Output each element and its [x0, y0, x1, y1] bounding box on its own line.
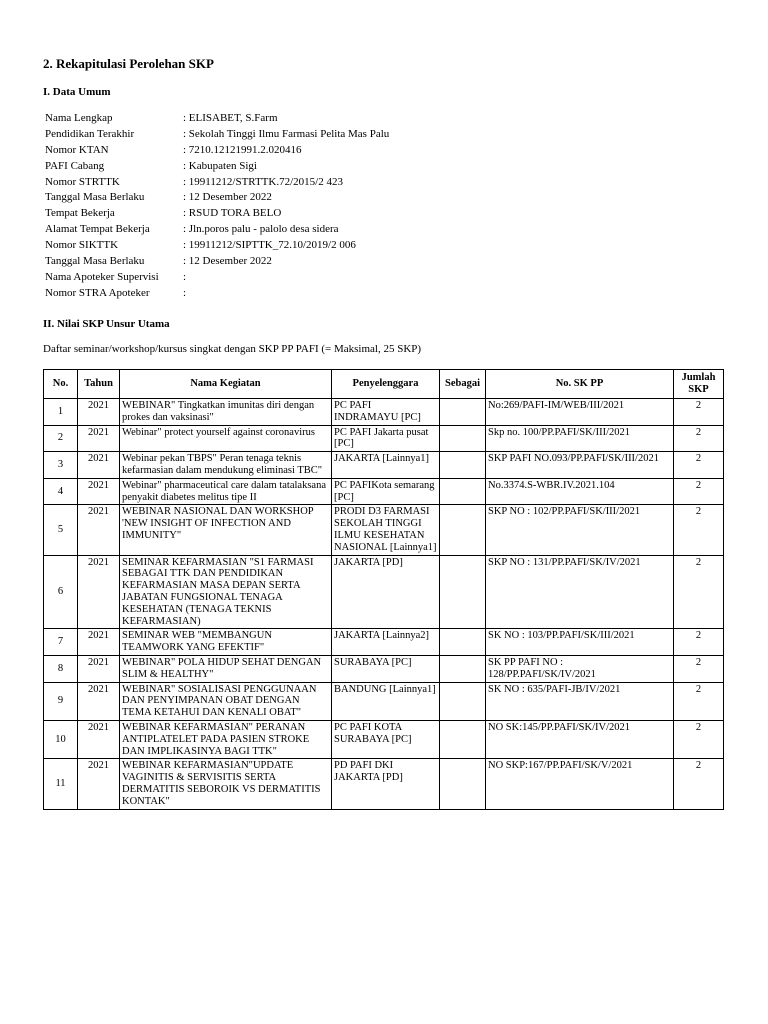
- data-umum-label: Alamat Tempat Bekerja: [45, 223, 150, 236]
- cell-jumlah-skp: 2: [674, 505, 724, 555]
- data-umum-label: PAFI Cabang: [45, 159, 105, 172]
- cell-no-sk-pp: SKP PAFI NO.093/PP.PAFI/SK/III/2021: [486, 452, 674, 479]
- cell-sebagai: [440, 682, 486, 720]
- data-umum-row: [45, 270, 389, 286]
- table-row: [44, 452, 724, 479]
- data-umum-value: : 19911212/SIPTTK_72.10/2019/2 006: [183, 239, 356, 252]
- data-umum-row: [45, 159, 389, 175]
- col-header-no-sk-pp: No. SK PP: [486, 370, 674, 399]
- col-header-no: No.: [44, 370, 78, 399]
- data-umum-label: Nomor STRA Apoteker: [45, 286, 150, 299]
- data-umum-label: Pendidikan Terakhir: [45, 127, 135, 140]
- data-umum-row: [45, 127, 389, 143]
- cell-no: 1: [44, 399, 78, 426]
- cell-tahun: 2021: [78, 399, 120, 426]
- cell-penyelenggara: PC PAFIKota semarang [PC]: [332, 478, 440, 505]
- cell-nama-kegiatan: SEMINAR KEFARMASIAN "S1 FARMASI SEBAGAI TTK DAN PENDIDIKAN KEFARMASIAN MASA DEPAN SERTA JABATAN FUNGSIONAL TENAGA KESEHATAN (TENAGA TEKNIS KEFARMASIAN): [120, 555, 332, 629]
- data-umum-row: [45, 111, 389, 127]
- cell-jumlah-skp: 2: [674, 629, 724, 656]
- table-row: [44, 555, 724, 629]
- cell-tahun: 2021: [78, 720, 120, 758]
- cell-tahun: 2021: [78, 505, 120, 555]
- cell-penyelenggara: BANDUNG [Lainnya1]: [332, 682, 440, 720]
- cell-no-sk-pp: SK NO : 103/PP.PAFI/SK/III/2021: [486, 629, 674, 656]
- data-umum-value: : RSUD TORA BELO: [183, 207, 282, 220]
- data-umum-label: Nomor STRTTK: [45, 175, 120, 188]
- table-row: [44, 759, 724, 809]
- cell-sebagai: [440, 655, 486, 682]
- cell-no: 8: [44, 655, 78, 682]
- skp-table: [43, 369, 724, 810]
- cell-nama-kegiatan: Webinar pekan TBPS" Peran tenaga teknis kefarmasian dalam mendukung eliminasi TBC": [120, 452, 332, 479]
- col-header-nama-kegiatan: Nama Kegiatan: [120, 370, 332, 399]
- cell-no: 7: [44, 629, 78, 656]
- cell-tahun: 2021: [78, 478, 120, 505]
- cell-no-sk-pp: No:269/PAFI-IM/WEB/III/2021: [486, 399, 674, 426]
- data-umum-label: Tanggal Masa Berlaku: [45, 255, 145, 268]
- cell-penyelenggara: JAKARTA [PD]: [332, 555, 440, 629]
- col-header-penyelenggara: Penyelenggara: [332, 370, 440, 399]
- data-umum-value: : Kabupaten Sigi: [183, 159, 257, 172]
- data-umum-label: Nomor SIKTTK: [45, 239, 119, 252]
- data-umum-row: [45, 206, 389, 222]
- cell-nama-kegiatan: Webinar" pharmaceutical care dalam tatalaksana penyakit diabetes melitus tipe II: [120, 478, 332, 505]
- cell-sebagai: [440, 478, 486, 505]
- data-umum-value: : 12 Desember 2022: [183, 191, 272, 204]
- data-umum-table: [45, 111, 389, 302]
- section-title-nilai-skp: II. Nilai SKP Unsur Utama: [43, 318, 170, 330]
- data-umum-label: Nama Apoteker Supervisi: [45, 270, 159, 283]
- cell-penyelenggara: PC PAFI KOTA SURABAYA [PC]: [332, 720, 440, 758]
- data-umum-row: [45, 254, 389, 270]
- cell-no-sk-pp: No.3374.S-WBR.IV.2021.104: [486, 478, 674, 505]
- cell-no-sk-pp: Skp no. 100/PP.PAFI/SK/III/2021: [486, 425, 674, 452]
- data-umum-label: Tanggal Masa Berlaku: [45, 191, 145, 204]
- data-umum-value: : 7210.12121991.2.020416: [183, 143, 302, 156]
- data-umum-value: : ELISABET, S.Farm: [183, 112, 278, 124]
- col-header-sebagai: Sebagai: [440, 370, 486, 399]
- data-umum-value: : Sekolah Tinggi Ilmu Farmasi Pelita Mas Palu: [183, 127, 390, 140]
- cell-tahun: 2021: [78, 555, 120, 629]
- cell-jumlah-skp: 2: [674, 555, 724, 629]
- cell-tahun: 2021: [78, 759, 120, 809]
- cell-no-sk-pp: SKP NO : 102/PP.PAFI/SK/III/2021: [486, 505, 674, 555]
- cell-nama-kegiatan: WEBINAR NASIONAL DAN WORKSHOP 'NEW INSIGHT OF INFECTION AND IMMUNITY": [120, 505, 332, 555]
- skp-intro-text: Daftar seminar/workshop/kursus singkat dengan SKP PP PAFI (= Maksimal, 25 SKP): [43, 343, 422, 355]
- data-umum-row: [45, 238, 389, 254]
- cell-sebagai: [440, 452, 486, 479]
- data-umum-row: [45, 143, 389, 159]
- cell-jumlah-skp: 2: [674, 452, 724, 479]
- table-row: [44, 399, 724, 426]
- cell-penyelenggara: JAKARTA [Lainnya2]: [332, 629, 440, 656]
- data-umum-value: :: [183, 270, 187, 283]
- col-header-jumlah-skp: Jumlah SKP: [674, 370, 724, 399]
- cell-sebagai: [440, 505, 486, 555]
- cell-no: 10: [44, 720, 78, 758]
- data-umum-label: Nama Lengkap: [45, 112, 113, 124]
- table-row: [44, 655, 724, 682]
- cell-nama-kegiatan: Webinar" protect yourself against coronavirus: [120, 425, 332, 452]
- cell-jumlah-skp: 2: [674, 399, 724, 426]
- cell-no: 4: [44, 478, 78, 505]
- cell-no-sk-pp: NO SK:145/PP.PAFI/SK/IV/2021: [486, 720, 674, 758]
- cell-nama-kegiatan: WEBINAR KEFARMASIAN"UPDATE VAGINITIS & SERVISITIS SERTA DERMATITIS SEBOROIK VS DERMATITIS KONTAK": [120, 759, 332, 809]
- cell-sebagai: [440, 720, 486, 758]
- cell-jumlah-skp: 2: [674, 655, 724, 682]
- cell-sebagai: [440, 425, 486, 452]
- data-umum-value: : 12 Desember 2022: [183, 255, 272, 268]
- data-umum-value: : Jln.poros palu - palolo desa sidera: [183, 223, 339, 236]
- cell-no: 11: [44, 759, 78, 809]
- cell-no: 9: [44, 682, 78, 720]
- cell-sebagai: [440, 399, 486, 426]
- cell-jumlah-skp: 2: [674, 720, 724, 758]
- cell-no: 3: [44, 452, 78, 479]
- cell-tahun: 2021: [78, 425, 120, 452]
- table-row: [44, 720, 724, 758]
- cell-no-sk-pp: SK PP PAFI NO : 128/PP.PAFI/SK/IV/2021: [486, 655, 674, 682]
- cell-sebagai: [440, 555, 486, 629]
- table-row: [44, 425, 724, 452]
- cell-tahun: 2021: [78, 682, 120, 720]
- cell-penyelenggara: PC PAFI Jakarta pusat [PC]: [332, 425, 440, 452]
- cell-tahun: 2021: [78, 629, 120, 656]
- cell-tahun: 2021: [78, 452, 120, 479]
- col-header-tahun: Tahun: [78, 370, 120, 399]
- cell-no: 6: [44, 555, 78, 629]
- cell-penyelenggara: JAKARTA [Lainnya1]: [332, 452, 440, 479]
- cell-nama-kegiatan: WEBINAR" Tingkatkan imunitas diri dengan prokes dan vaksinasi": [120, 399, 332, 426]
- cell-no: 5: [44, 505, 78, 555]
- page-heading: 2. Rekapitulasi Perolehan SKP: [43, 56, 214, 71]
- cell-jumlah-skp: 2: [674, 682, 724, 720]
- cell-nama-kegiatan: WEBINAR" POLA HIDUP SEHAT DENGAN SLIM & HEALTHY": [120, 655, 332, 682]
- table-row: [44, 682, 724, 720]
- table-row: [44, 505, 724, 555]
- cell-nama-kegiatan: WEBINAR" SOSIALISASI PENGGUNAAN DAN PENYIMPANAN OBAT DENGAN TEMA KETAHUI DAN KENALI OBAT": [120, 682, 332, 720]
- cell-jumlah-skp: 2: [674, 478, 724, 505]
- cell-nama-kegiatan: WEBINAR KEFARMASIAN" PERANAN ANTIPLATELET PADA PASIEN STROKE DAN IMPLIKASINYA BAGI TTK": [120, 720, 332, 758]
- table-row: [44, 629, 724, 656]
- cell-penyelenggara: PRODI D3 FARMASI SEKOLAH TINGGI ILMU KESEHATAN NASIONAL [Lainnya1]: [332, 505, 440, 555]
- data-umum-value: :: [183, 286, 187, 299]
- cell-no-sk-pp: NO SKP:167/PP.PAFI/SK/V/2021: [486, 759, 674, 809]
- data-umum-label: Tempat Bekerja: [45, 207, 115, 220]
- section-title-data-umum: I. Data Umum: [43, 86, 111, 98]
- cell-nama-kegiatan: SEMINAR WEB "MEMBANGUN TEAMWORK YANG EFEKTIF": [120, 629, 332, 656]
- table-row: [44, 478, 724, 505]
- cell-penyelenggara: PC PAFI INDRAMAYU [PC]: [332, 399, 440, 426]
- cell-tahun: 2021: [78, 655, 120, 682]
- cell-sebagai: [440, 629, 486, 656]
- cell-no: 2: [44, 425, 78, 452]
- data-umum-row: [45, 175, 389, 191]
- data-umum-row: [45, 286, 389, 302]
- cell-jumlah-skp: 2: [674, 425, 724, 452]
- cell-no-sk-pp: SK NO : 635/PAFI-JB/IV/2021: [486, 682, 674, 720]
- data-umum-row: [45, 190, 389, 206]
- data-umum-row: [45, 222, 389, 238]
- cell-sebagai: [440, 759, 486, 809]
- skp-table-header-row: [44, 370, 724, 399]
- cell-penyelenggara: PD PAFI DKI JAKARTA [PD]: [332, 759, 440, 809]
- cell-jumlah-skp: 2: [674, 759, 724, 809]
- cell-penyelenggara: SURABAYA [PC]: [332, 655, 440, 682]
- data-umum-label: Nomor KTAN: [45, 143, 109, 156]
- data-umum-value: : 19911212/STRTTK.72/2015/2 423: [183, 175, 343, 188]
- cell-no-sk-pp: SKP NO : 131/PP.PAFI/SK/IV/2021: [486, 555, 674, 629]
